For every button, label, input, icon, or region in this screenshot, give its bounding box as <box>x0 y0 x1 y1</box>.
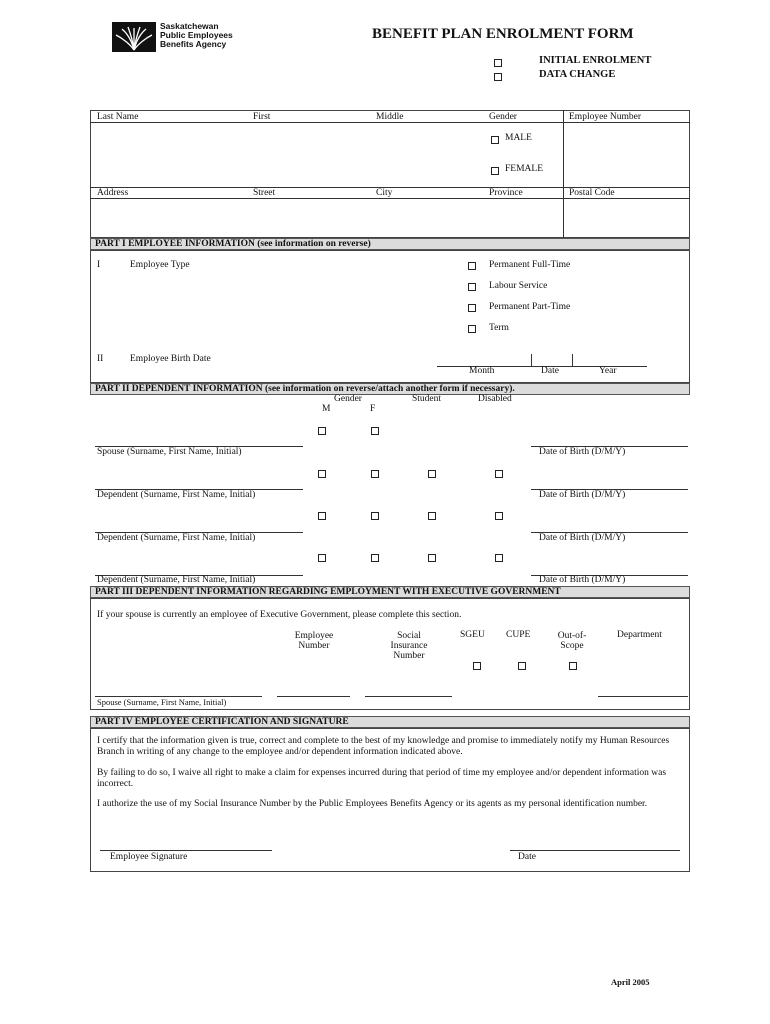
agency-logo <box>112 22 156 52</box>
out-of-scope-header-line2: Scope <box>560 641 584 651</box>
part2-header: PART II DEPENDENT INFORMATION (see information on reverse/attach another form if necessary). <box>90 383 690 395</box>
spouse-name-label: Spouse (Surname, First Name, Initial) <box>97 447 242 457</box>
certification-paragraph-1: I certify that the information given is true, correct and complete to the best of my knowledge and promise to immediately notify my Human Resources Branch in writing of any change to the employee and/or dependent information indicated above. <box>97 736 670 757</box>
dependent3-name-label: Dependent (Surname, First Name, Initial) <box>97 575 256 585</box>
agency-name-line2: Public Employees <box>160 30 233 40</box>
province-label: Province <box>489 188 523 198</box>
last-name-label: Last Name <box>97 112 139 122</box>
data-change-checkbox[interactable] <box>494 73 502 81</box>
dependent1-dob-label: Date of Birth (D/M/Y) <box>539 490 626 500</box>
dependent3-dob-input[interactable] <box>531 561 688 575</box>
dependent2-dob-label: Date of Birth (D/M/Y) <box>539 533 626 543</box>
part3-intro: If your spouse is currently an employee of Executive Government, please complete this section. <box>97 610 462 620</box>
cupe-header: CUPE <box>506 630 531 640</box>
dependent2-disabled-checkbox[interactable] <box>495 512 503 520</box>
spouse-name-input[interactable] <box>95 432 303 446</box>
dependent1-name-label: Dependent (Surname, First Name, Initial) <box>97 490 256 500</box>
dependent2-student-checkbox[interactable] <box>428 512 436 520</box>
male-label: MALE <box>505 133 532 143</box>
dependent2-male-checkbox[interactable] <box>318 512 326 520</box>
sgeu-header: SGEU <box>460 630 485 640</box>
birth-date-input[interactable] <box>437 354 647 366</box>
spouse-employee-number-header-line2: Number <box>298 641 330 651</box>
form-revision-date: April 2005 <box>611 977 650 987</box>
spouse-employee-number-header <box>276 631 352 651</box>
dependent3-disabled-checkbox[interactable] <box>495 554 503 562</box>
spouse-sin-header <box>366 631 452 661</box>
out-of-scope-header <box>548 631 596 651</box>
out-of-scope-header-line1: Out-of- <box>557 631 587 641</box>
dep-student-header: Student <box>412 394 442 404</box>
part1-header: PART I EMPLOYEE INFORMATION (see information on reverse) <box>90 238 690 250</box>
dep-disabled-header: Disabled <box>478 394 512 404</box>
dependent1-dob-input[interactable] <box>531 475 688 489</box>
department-header: Department <box>617 630 662 640</box>
part1-num-2: II <box>97 354 104 364</box>
employee-number-input-area[interactable] <box>565 124 688 186</box>
permanent-full-time-checkbox[interactable] <box>468 262 476 270</box>
signature-date-input[interactable] <box>510 834 680 850</box>
part3-employee-number-input[interactable] <box>277 682 350 696</box>
postal-code-input-area[interactable] <box>565 200 688 236</box>
name-input-area[interactable] <box>92 124 482 186</box>
permanent-part-time-label: Permanent Part-Time <box>489 302 571 312</box>
male-checkbox[interactable] <box>491 136 499 144</box>
dependent3-dob-label: Date of Birth (D/M/Y) <box>539 575 626 585</box>
term-checkbox[interactable] <box>468 325 476 333</box>
birth-year-label: Year <box>599 366 617 376</box>
dependent2-dob-input[interactable] <box>531 518 688 532</box>
dependent2-name-input[interactable] <box>95 518 303 532</box>
agency-name-line1: Saskatchewan <box>160 21 219 31</box>
sgeu-checkbox[interactable] <box>473 662 481 670</box>
form-title: BENEFIT PLAN ENROLMENT FORM <box>372 26 634 42</box>
spouse-employee-number-header-line1: Employee <box>294 631 334 641</box>
permanent-part-time-checkbox[interactable] <box>468 304 476 312</box>
initial-enrolment-label: INITIAL ENROLMENT <box>539 55 652 66</box>
dependent1-name-input[interactable] <box>95 475 303 489</box>
spouse-sin-header-line3: Number <box>393 651 425 661</box>
dependent2-name-label: Dependent (Surname, First Name, Initial) <box>97 533 256 543</box>
part3-sin-input[interactable] <box>365 682 452 696</box>
part3-spouse-label: Spouse (Surname, First Name, Initial) <box>97 697 227 707</box>
dep-gender-header: Gender <box>334 394 362 404</box>
part1-num-1: I <box>97 260 101 270</box>
birth-date-day-label: Date <box>541 366 559 376</box>
signature-date-label: Date <box>518 852 536 862</box>
middle-name-label: Middle <box>376 112 404 122</box>
part3-spouse-name-input[interactable] <box>95 682 262 696</box>
birth-date-label: Employee Birth Date <box>130 354 211 364</box>
permanent-full-time-label: Permanent Full-Time <box>489 260 571 270</box>
wheat-sheaf-icon <box>112 22 156 52</box>
dependent3-name-input[interactable] <box>95 561 303 575</box>
spouse-dob-label: Date of Birth (D/M/Y) <box>539 447 626 457</box>
female-checkbox[interactable] <box>491 167 499 175</box>
part4-header: PART IV EMPLOYEE CERTIFICATION AND SIGNATURE <box>90 716 690 728</box>
address-input-area[interactable] <box>92 200 562 236</box>
part3-header: PART III DEPENDENT INFORMATION REGARDING EMPLOYMENT WITH EXECUTIVE GOVERNMENT <box>90 586 690 598</box>
certification-paragraph-2: By failing to do so, I waive all right to make a claim for expenses incurred during that period of time my employee and/or dependent information was incorrect. <box>97 768 667 789</box>
employee-number-label: Employee Number <box>569 112 642 122</box>
address-label: Address <box>97 188 129 198</box>
dependent2-female-checkbox[interactable] <box>371 512 379 520</box>
employee-signature-input[interactable] <box>100 834 272 850</box>
employee-type-label: Employee Type <box>130 260 190 270</box>
cupe-checkbox[interactable] <box>518 662 526 670</box>
spouse-dob-input[interactable] <box>531 432 688 446</box>
certification-paragraph-3: I authorize the use of my Social Insurance Number by the Public Employees Benefits Agency or its agents as my personal identification number. <box>97 799 648 809</box>
spouse-male-checkbox[interactable] <box>318 427 326 435</box>
dep-male-header: M <box>322 404 331 414</box>
dependent3-male-checkbox[interactable] <box>318 554 326 562</box>
term-label: Term <box>489 323 509 333</box>
dependent1-disabled-checkbox[interactable] <box>495 470 503 478</box>
agency-name-line3: Benefits Agency <box>160 39 227 49</box>
spouse-female-checkbox[interactable] <box>371 427 379 435</box>
birth-month-label: Month <box>469 366 495 376</box>
city-label: City <box>376 188 393 198</box>
labour-service-label: Labour Service <box>489 281 548 291</box>
dep-female-header: F <box>370 404 376 414</box>
first-name-label: First <box>253 112 271 122</box>
dependent3-female-checkbox[interactable] <box>371 554 379 562</box>
employee-signature-label: Employee Signature <box>110 852 188 862</box>
dependent1-male-checkbox[interactable] <box>318 470 326 478</box>
dependent1-student-checkbox[interactable] <box>428 470 436 478</box>
dependent3-student-checkbox[interactable] <box>428 554 436 562</box>
spouse-sin-header-line1: Social <box>397 631 421 641</box>
spouse-sin-header-line2: Insurance <box>390 641 428 651</box>
postal-code-label: Postal Code <box>569 188 615 198</box>
initial-enrolment-checkbox[interactable] <box>494 59 502 67</box>
female-label: FEMALE <box>505 164 543 174</box>
part3-department-input[interactable] <box>598 682 688 696</box>
data-change-label: DATA CHANGE <box>539 69 616 80</box>
street-label: Street <box>253 188 276 198</box>
out-of-scope-checkbox[interactable] <box>569 662 577 670</box>
agency-name <box>160 22 233 49</box>
labour-service-checkbox[interactable] <box>468 283 476 291</box>
dependent1-female-checkbox[interactable] <box>371 470 379 478</box>
gender-label: Gender <box>489 112 517 122</box>
